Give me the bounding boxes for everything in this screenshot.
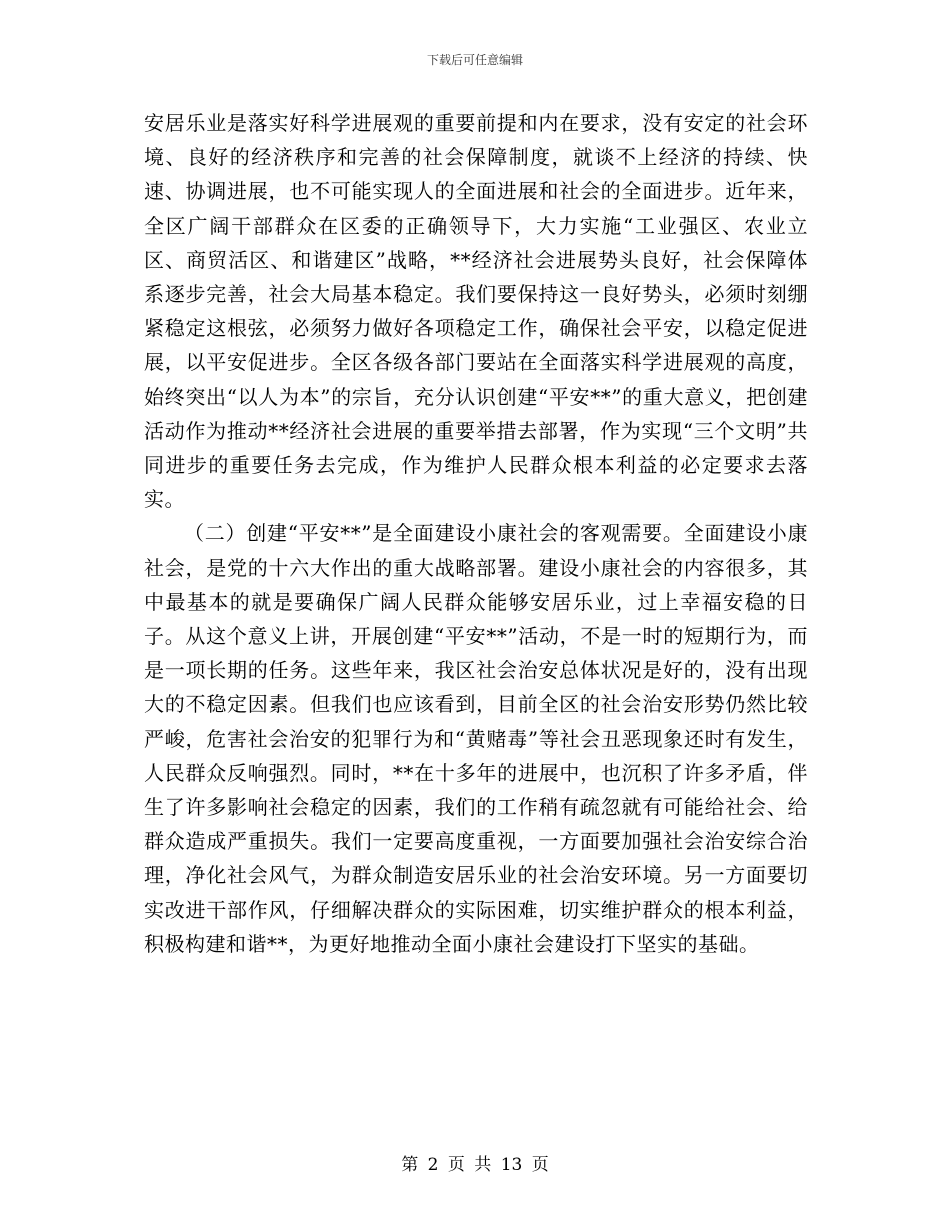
document-body (144, 106, 808, 961)
paragraph-continuation: 安居乐业是落实好科学进展观的重要前提和内在要求，没有安定的社会环境、良好的经济秩序和完善的社会保障制度，就谈不上经济的持续、快速、协调进展，也不可能实现人的全面进展和社会的全面进步。近年来，全区广阔干部群众在区委的正确领导下，大力实施“工业强区、农业立区、商贸活区、和谐建区”战略，**经济社会进展势头良好，社会保障体系逐步完善，社会大局基本稳定。我们要保持这一良好势头，必须时刻绷紧稳定这根弦，必须努力做好各项稳定工作，确保社会平安，以稳定促进展，以平安促进步。全区各级各部门要站在全面落实科学进展观的高度，始终突出“以人为本”的宗旨，充分认识创建“平安**”的重大意义，把创建活动作为推动**经济社会进展的重要举措去部署，作为实现“三个文明”共同进步的重要任务去完成，作为维护人民群众根本利益的必定要求去落实。 (144, 111, 808, 512)
paragraph-section-two: （二）创建“平安**”是全面建设小康社会的客观需要。全面建设小康社会，是党的十六大作出的重大战略部署。建设小康社会的内容很多，其中最基本的就是要确保广阔人民群众能够安居乐业，过上幸福安稳的日子。从这个意义上讲，开展创建“平安**”活动，不是一时的短期行为，而是一项长期的任务。这些年来，我区社会治安总体状况是好的，没有出现大的不稳定因素。但我们也应该看到，目前全区的社会治安形势仍然比较严峻，危害社会治安的犯罪行为和“黄赌毒”等社会丑恶现象还时有发生，人民群众反响强烈。同时，**在十多年的进展中，也沉积了许多矛盾，伴生了许多影响社会稳定的因素，我们的工作稍有疏忽就有可能给社会、给群众造成严重损失。我们一定要高度重视，一方面要加强社会治安综合治理，净化社会风气，为群众制造安居乐业的社会治安环境。另一方面要切实改进干部作风，仔细解决群众的实际困难，切实维护群众的根本利益，积极构建和谐**，为更好地推动全面小康社会建设打下坚实的基础。 (144, 521, 808, 956)
page-number-footer: 第 2 页 共 13 页 (401, 1155, 549, 1175)
page-header: 下载后可任意编辑 (426, 53, 523, 67)
